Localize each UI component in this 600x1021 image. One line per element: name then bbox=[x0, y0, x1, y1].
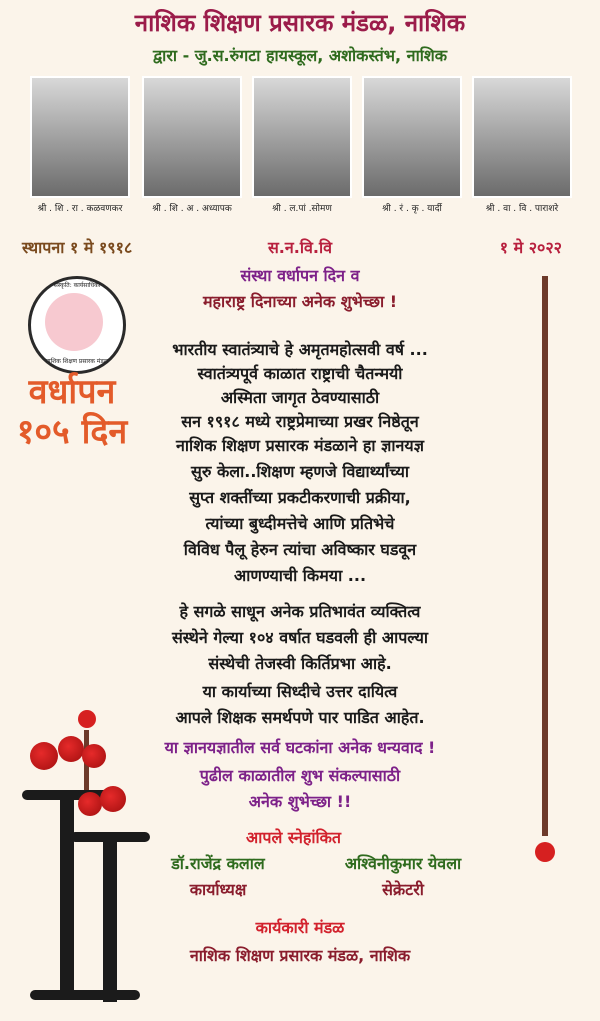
body-line: स्वातंत्र्यपूर्व काळात राष्ट्राची चैतन्मयी bbox=[197, 364, 403, 383]
decorative-dot bbox=[535, 842, 555, 862]
flower-icon bbox=[100, 786, 126, 812]
portrait-card bbox=[360, 76, 464, 218]
salutation: स.न.वि.वि bbox=[267, 238, 332, 257]
portrait-card bbox=[140, 76, 244, 218]
body-line: नाशिक शिक्षण प्रसारक मंडळाने हा ज्ञानयज्ञ bbox=[176, 436, 424, 455]
signoff-heading: आपले स्नेहांकित bbox=[246, 828, 342, 847]
greeting-line: संस्था वर्धापन दिन व bbox=[240, 266, 360, 285]
portrait-photo bbox=[30, 76, 130, 198]
president-name: डॉ.राजेंद्र कलाल bbox=[171, 854, 265, 873]
decorative-rule bbox=[542, 276, 548, 836]
portrait-photo bbox=[472, 76, 572, 198]
logo-ring-text: नाशिक शिक्षण प्रसारक मंडळ bbox=[45, 358, 109, 365]
org-title: नाशिक शिक्षण प्रसारक मंडळ, नाशिक bbox=[134, 9, 466, 37]
president-role: कार्याध्यक्ष bbox=[189, 880, 247, 899]
decorative-dot bbox=[78, 710, 96, 728]
body-line: त्यांच्या बुध्दीमत्तेचे आणि प्रतिभेचे bbox=[205, 514, 395, 533]
letter-date: १ मे २०२२ bbox=[499, 238, 562, 257]
secretary-role: सेक्रेटरी bbox=[382, 880, 424, 899]
stand-base bbox=[30, 990, 140, 1000]
body-line: आपले शिक्षक समर्थपणे पार पाडित आहेत. bbox=[175, 708, 425, 727]
body-line: सुरु केला..शिक्षण म्हणजे विद्यार्थ्यांच्या bbox=[191, 462, 409, 481]
body-line: सुप्त शक्तींच्या प्रकटीकरणाची प्रक्रीया, bbox=[189, 488, 411, 507]
committee-heading: कार्यकारी मंडळ bbox=[255, 918, 345, 937]
portrait-card bbox=[250, 76, 354, 218]
body-line: या कार्याच्या सिध्दीचे उत्तर दायित्व bbox=[202, 682, 398, 701]
portrait-photo bbox=[362, 76, 462, 198]
flower-icon bbox=[58, 736, 84, 762]
body-line: संस्थेची तेजस्वी किर्तिप्रभा आहे. bbox=[208, 654, 392, 673]
portrait-photo bbox=[252, 76, 352, 198]
logo-top-text: संस्कृति: कार्यसाधिका bbox=[53, 282, 101, 289]
body-line: आणण्याची किमया ... bbox=[233, 566, 367, 585]
flower-icon bbox=[78, 792, 102, 816]
portrait-caption: श्री . ल.पां .सोमण bbox=[272, 204, 332, 214]
body-line: भारतीय स्वातंत्र्याचे हे अमृतमहोत्सवी वर्ष ... bbox=[172, 340, 428, 359]
body-line: सन १९१८ मध्ये राष्ट्रप्रेमाच्या प्रखर निष्ठेतून bbox=[181, 412, 419, 431]
portrait-card bbox=[470, 76, 574, 218]
portrait-caption: श्री . वा . वि . पाराशरे bbox=[485, 204, 559, 214]
body-line: हे सगळे साधून अनेक प्रतिभावंत व्यक्तित्व bbox=[179, 602, 421, 621]
portrait-photo bbox=[142, 76, 242, 198]
committee-org: नाशिक शिक्षण प्रसारक मंडळ, नाशिक bbox=[189, 946, 411, 965]
portrait-card bbox=[28, 76, 132, 218]
badge-line: वर्धापन bbox=[28, 372, 116, 412]
stand-top bbox=[70, 832, 150, 842]
thanks-line: अनेक शुभेच्छा !! bbox=[248, 792, 352, 811]
established-date: स्थापना १ मे १९१८ bbox=[22, 238, 133, 257]
thanks-line: या ज्ञानयज्ञातील सर्व घटकांना अनेक धन्यवाद ! bbox=[164, 738, 436, 757]
body-line: संस्थेने गेल्या १०४ वर्षात घडवली ही आपल्या bbox=[171, 628, 429, 647]
badge-line: १०५ दिन bbox=[16, 412, 128, 452]
body-line: अस्मिता जागृत ठेवण्यासाठी bbox=[220, 388, 380, 407]
org-subtitle: द्वारा - जु.स.रुंगटा हायस्कूल, अशोकस्तंभ, नाशिक bbox=[152, 46, 448, 65]
portrait-caption: श्री . शि . रा . कळवणकर bbox=[37, 204, 123, 214]
thanks-line: पुढील काळातील शुभ संकल्पासाठी bbox=[199, 766, 401, 785]
flower-icon bbox=[30, 742, 58, 770]
body-line: विविध पैलू हेरुन त्यांचा अविष्कार घडवून bbox=[183, 540, 417, 559]
flower-icon bbox=[82, 744, 106, 768]
greeting-line: महाराष्ट्र दिनाच्या अनेक शुभेच्छा ! bbox=[202, 292, 397, 311]
stand-pole bbox=[60, 800, 74, 990]
secretary-name: अश्विनीकुमार येवला bbox=[344, 854, 462, 873]
portrait-caption: श्री . शि . अ . अध्यापक bbox=[152, 204, 232, 214]
portrait-caption: श्री . रं . कृ . यार्दी bbox=[382, 204, 442, 214]
stand-pole bbox=[103, 842, 117, 1002]
